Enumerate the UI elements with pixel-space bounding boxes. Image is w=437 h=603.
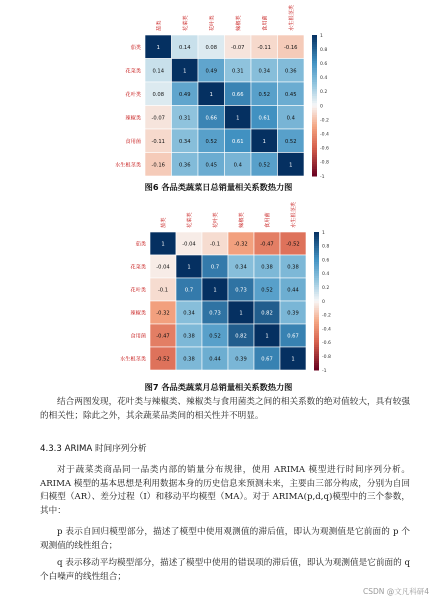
row-label: 茄类 — [135, 241, 146, 248]
cell-value-label: 1 — [236, 115, 240, 122]
colorbar-tick-label: 0.8 — [320, 47, 328, 53]
colorbar-tick-label: 0 — [320, 104, 323, 110]
cell-value-label: 0.38 — [183, 356, 195, 363]
cell-value-label: 0.61 — [258, 115, 271, 122]
cell-value-label: 1 — [239, 310, 243, 317]
col-label: 食用菌 — [262, 15, 269, 31]
colorbar-tick-label: 0.4 — [320, 76, 328, 82]
cell-value-label: 0.52 — [205, 138, 218, 145]
cell-value-label: -0.11 — [151, 138, 165, 145]
cell-value-label: 1 — [262, 138, 266, 145]
cell-value-label: 1 — [156, 44, 160, 51]
cell-value-label: 1 — [187, 264, 191, 271]
cell-value-label: -0.07 — [151, 115, 165, 122]
cell-value-label: 0.34 — [258, 68, 271, 75]
p-parameter-paragraph: p 表示自回归模型部分，描述了模型中使用观测值的滞后值，即认为观测值是它前面的 p 个观测值的线性组合； — [40, 527, 410, 551]
col-label: 花菜类 — [182, 15, 189, 31]
cell-value-label: -0.16 — [284, 44, 298, 51]
colorbar-tick-label: -1 — [322, 368, 327, 374]
colorbar-tick-label: 0.8 — [322, 244, 330, 250]
cell-value-label: 0.49 — [205, 68, 218, 75]
col-label: 水生根茎类 — [288, 5, 295, 31]
colorbar-segment — [314, 368, 319, 371]
cell-value-label: 0.4 — [286, 115, 295, 122]
cell-value-label: 0.45 — [205, 162, 218, 169]
cell-value-label: 0.44 — [287, 287, 299, 294]
cell-value-label: -0.07 — [231, 44, 245, 51]
cell-value-label: 0.31 — [231, 68, 244, 75]
cell-value-label: -0.04 — [156, 264, 170, 271]
colorbar-tick-label: -0.8 — [322, 355, 331, 360]
cell-value-label: 0.7 — [184, 287, 194, 294]
cell-value-label: 0.14 — [178, 44, 191, 51]
colorbar-tick-label: 0 — [322, 299, 325, 305]
cell-value-label: 0.44 — [209, 356, 221, 363]
row-label: 水生根茎类 — [115, 162, 141, 169]
cell-value-label: 1 — [291, 356, 295, 363]
cell-value-label: 0.52 — [258, 91, 271, 98]
cell-value-label: 0.38 — [183, 333, 195, 340]
cell-value-label: 0.36 — [178, 162, 191, 169]
row-label: 水生根茎类 — [120, 356, 146, 363]
colorbar-segment — [312, 174, 317, 177]
col-label: 水生根茎类 — [291, 202, 297, 228]
cell-value-label: 0.52 — [261, 287, 273, 294]
col-label: 花叶类 — [209, 15, 216, 31]
col-label: 茄类 — [161, 217, 167, 228]
colorbar-tick-label: -0.2 — [322, 313, 331, 319]
cell-value-label: 0.73 — [209, 310, 221, 317]
colorbar-tick-label: -0.4 — [320, 132, 329, 138]
colorbar-tick-label: -1 — [320, 174, 325, 180]
cell-value-label: 0.73 — [235, 287, 247, 294]
cell-value-label: 0.39 — [235, 356, 247, 363]
watermark: CSDN @文凡科研4 — [362, 587, 429, 596]
cell-value-label: 0.39 — [287, 310, 299, 317]
heatmap-7-svg — [0, 202, 437, 380]
cell-value-label: 0.67 — [261, 356, 273, 363]
cell-value-label: -0.04 — [182, 241, 196, 248]
colorbar-tick-label: -0.6 — [322, 341, 331, 347]
colorbar-tick-label: 0.4 — [322, 272, 330, 278]
figure-6-heatmap — [0, 0, 437, 180]
cell-value-label: 0.67 — [287, 333, 299, 340]
figure-6-caption: 图6 各品类蔬菜日总销量相关系数热力图 — [144, 182, 293, 192]
row-label: 花菜类 — [125, 68, 141, 75]
cell-value-label: -0.47 — [260, 241, 274, 248]
col-label: 花叶类 — [213, 212, 219, 228]
colorbar-tick-label: -0.6 — [320, 146, 329, 152]
row-label: 食用菌 — [130, 333, 146, 340]
colorbar-tick-label: 1 — [322, 230, 325, 236]
cell-value-label: 0.38 — [287, 264, 299, 271]
cell-value-label: 0.38 — [261, 264, 273, 271]
colorbar-tick-label: 0.2 — [322, 286, 330, 291]
row-label: 辣椒类 — [125, 115, 141, 122]
cell-value-label: 0.61 — [231, 138, 244, 145]
cell-value-label: 0.4 — [233, 162, 242, 169]
cell-value-label: 1 — [183, 68, 187, 75]
col-label: 辣椒类 — [239, 212, 245, 228]
cell-value-label: -0.16 — [151, 162, 165, 169]
cell-value-label: 0.08 — [152, 91, 165, 98]
summary-paragraph: 结合两图发现，花叶类与辣椒类、辣椒类与食用菌类之间的相关系数的绝对值较大，具有较强的相关性；除此之外，其余蔬菜品类间的相关性并不明显。 — [40, 397, 410, 421]
cell-value-label: 0.36 — [284, 68, 297, 75]
colorbar-tick-label: 1 — [320, 33, 323, 39]
row-label: 食用菌 — [125, 138, 141, 145]
col-label: 辣椒类 — [235, 15, 242, 31]
cell-value-label: -0.1 — [209, 241, 221, 248]
cell-value-label: 1 — [161, 241, 165, 248]
cell-value-label: 0.34 — [235, 264, 247, 271]
cell-value-label: 0.7 — [210, 264, 220, 271]
row-label: 茄类 — [130, 44, 141, 51]
row-label: 花叶类 — [130, 287, 146, 294]
cell-value-label: -0.47 — [156, 333, 170, 340]
figure-7-caption: 图7 各品类蔬菜月总销量相关系数热力图 — [144, 382, 293, 392]
cell-value-label: 1 — [265, 333, 269, 340]
cell-value-label: -0.32 — [234, 241, 248, 248]
cell-value-label: 0.82 — [235, 333, 247, 340]
cell-value-label: 0.52 — [209, 333, 221, 340]
cell-value-label: 0.31 — [178, 115, 191, 122]
cell-value-label: -0.52 — [156, 356, 170, 363]
cell-value-label: -0.32 — [156, 310, 170, 317]
colorbar-tick-label: -0.4 — [322, 327, 331, 333]
cell-value-label: -0.11 — [257, 44, 271, 51]
cell-value-label: 0.08 — [205, 44, 218, 51]
cell-value-label: 0.14 — [152, 68, 165, 75]
cell-value-label: 0.34 — [183, 310, 195, 317]
cell-value-label: 0.45 — [284, 91, 297, 98]
row-label: 花菜类 — [130, 264, 146, 271]
row-label: 花叶类 — [125, 91, 141, 98]
cell-value-label: 0.82 — [261, 310, 273, 317]
cell-value-label: -0.1 — [157, 287, 169, 294]
heatmap-6-svg — [0, 0, 437, 180]
cell-value-label: 1 — [213, 287, 217, 294]
col-label: 花菜类 — [187, 212, 193, 228]
cell-value-label: 1 — [209, 91, 213, 98]
arima-intro-paragraph: 对于蔬菜类商品同一品类内部的销量分布规律，使用 ARIMA 模型进行时间序列分析。ARIMA 模型的基本思想是利用数据本身的历史信息来预测未来，主要由三部分构成，分别为自回归模型（AR）、差分过程（I）和移动平均模型（MA）。对于 ARIMA(p,d,q)模型中的三个参数，其中： — [40, 465, 410, 516]
figure-7-heatmap — [0, 202, 437, 380]
cell-value-label: 0.66 — [205, 115, 218, 122]
colorbar-tick-label: 0.2 — [320, 90, 328, 96]
row-label: 辣椒类 — [130, 310, 146, 317]
cell-value-label: -0.52 — [286, 241, 300, 248]
cell-value-label: 0.66 — [231, 91, 244, 98]
cell-value-label: 0.52 — [284, 138, 297, 145]
cell-value-label: 0.52 — [258, 162, 271, 169]
q-parameter-paragraph: q 表示移动平均模型部分，描述了模型中使用的错误项的滞后值，即认为观测值是它前面的 q 个白噪声的线性组合； — [40, 558, 410, 582]
colorbar-tick-label: -0.2 — [320, 118, 329, 124]
section-heading: 4.3.3 ARIMA 时间序列分析 — [40, 444, 147, 454]
colorbar-tick-label: 0.6 — [322, 258, 330, 264]
col-label: 食用菌 — [265, 212, 271, 228]
cell-value-label: 0.34 — [178, 138, 191, 145]
colorbar-tick-label: 0.6 — [320, 62, 328, 67]
col-label: 茄类 — [156, 20, 163, 31]
colorbar-tick-label: -0.8 — [320, 160, 329, 166]
cell-value-label: 1 — [289, 162, 293, 169]
cell-value-label: 0.49 — [178, 91, 191, 98]
